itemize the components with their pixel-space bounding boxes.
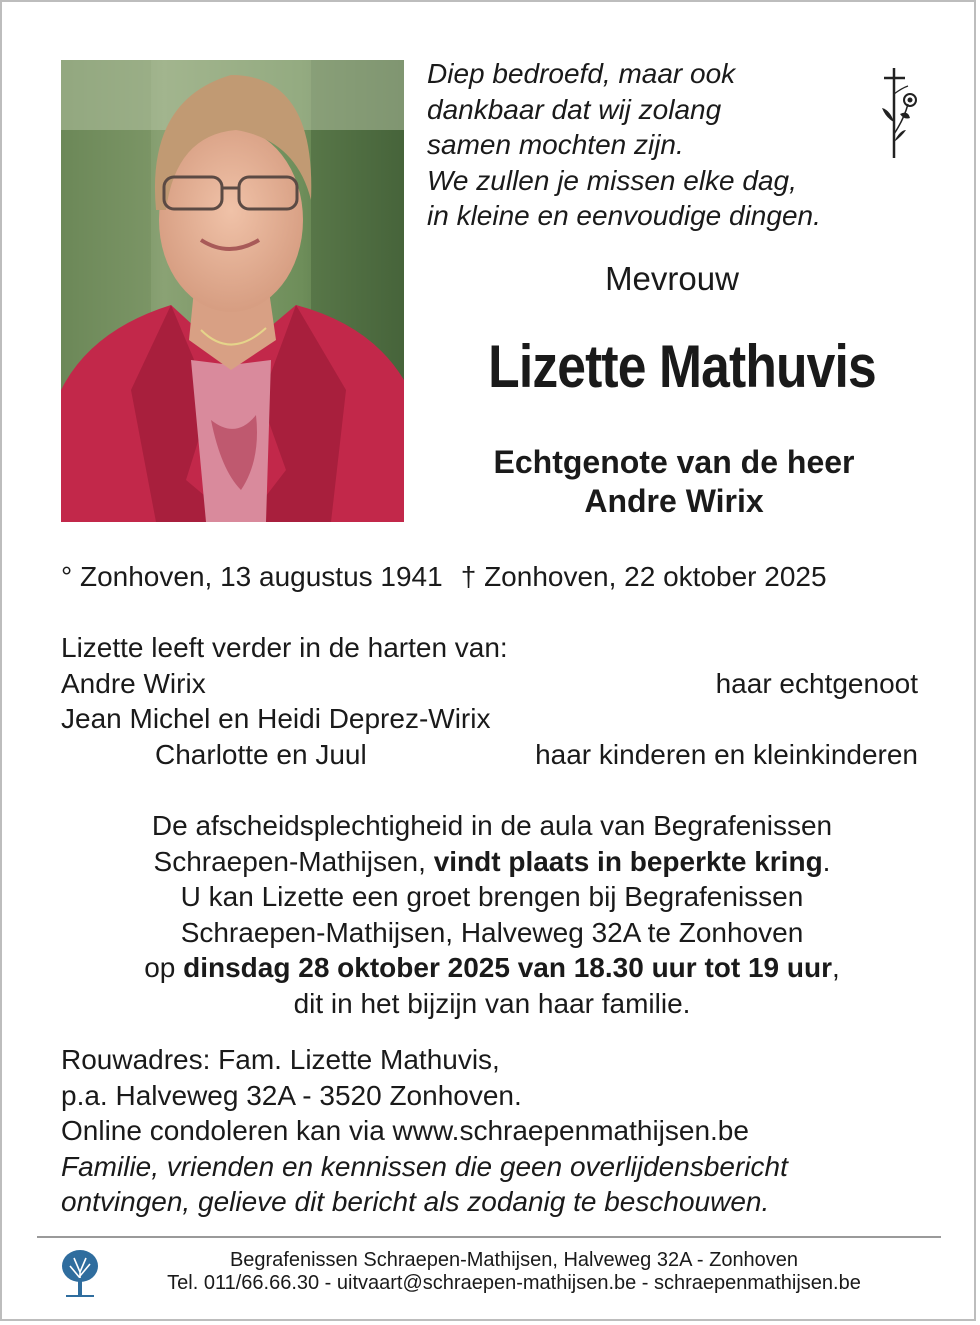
death-date: † Zonhoven, 22 oktober 2025 <box>460 561 827 592</box>
mourning-address <box>61 1042 788 1220</box>
spouse-info <box>432 443 916 521</box>
notice-line: De afscheidsplechtigheid in de aula van Begrafenissen <box>151 810 833 841</box>
survivors-intro: Lizette leeft verder in de harten van: <box>61 632 508 663</box>
notice-line: Schraepen-Mathijsen, Halveweg 32A te Zonhoven <box>180 916 804 948</box>
ceremony-notice <box>61 808 923 1021</box>
footer-line: Begrafenissen Schraepen-Mathijsen, Halveweg 32A - Zonhoven <box>229 1249 799 1271</box>
notice-text: op <box>144 952 184 983</box>
portrait-photo <box>61 60 404 522</box>
survivor-name: Andre Wirix <box>61 667 206 699</box>
address-line: Rouwadres: Fam. Lizette Mathuvis, <box>61 1044 500 1075</box>
list-item <box>61 701 921 737</box>
list-item <box>61 737 921 773</box>
notice-text: . <box>822 845 831 877</box>
survivor-relation: haar echtgenoot <box>715 667 918 699</box>
deceased-name: Lizette Mathuvis <box>488 333 876 400</box>
tree-logo-icon <box>60 1248 100 1298</box>
address-note: Familie, vrienden en kennissen die geen overlijdensbericht <box>61 1150 788 1182</box>
address-note: ontvingen, gelieve dit bericht als zodanig te beschouwen. <box>61 1186 770 1217</box>
notice-line <box>61 950 923 986</box>
life-dates <box>61 561 827 593</box>
survivor-name: Jean Michel en Heidi Deprez-Wirix <box>61 703 491 734</box>
survivor-relation: haar kinderen en kleinkinderen <box>535 738 918 770</box>
poem-line: We zullen je missen elke dag, <box>427 164 797 196</box>
notice-emphasis: dinsdag 28 oktober 2025 van 18.30 uur tot 19 uur <box>183 952 833 983</box>
survivor-name: Charlotte en Juul <box>155 738 367 770</box>
notice-emphasis: vindt plaats in beperkte kring <box>433 845 823 877</box>
poem-line: dankbaar dat wij zolang <box>427 93 722 125</box>
condolence-link[interactable]: Online condoleren kan via www.schraepenmathijsen.be <box>61 1115 749 1146</box>
poem-line: in kleine en eenvoudige dingen. <box>427 200 821 231</box>
notice-text: , <box>832 952 840 983</box>
survivors <box>61 630 921 772</box>
poem <box>427 56 821 234</box>
poem-line: samen mochten zijn. <box>427 129 684 160</box>
footer-contact[interactable]: Tel. 011/66.66.30 - uitvaart@schraepen-mathijsen.be - schraepenmathijsen.be <box>167 1272 861 1294</box>
cross-rose-icon <box>874 64 924 160</box>
honorific: Mevrouw <box>605 260 739 297</box>
footer-divider <box>37 1236 941 1238</box>
address-line: p.a. Halveweg 32A - 3520 Zonhoven. <box>61 1079 522 1111</box>
spouse-line: Andre Wirix <box>584 483 764 519</box>
spouse-line: Echtgenote van de heer <box>493 444 855 480</box>
list-item <box>61 666 921 702</box>
notice-text: Schraepen-Mathijsen, <box>153 845 434 877</box>
birth-date: ° Zonhoven, 13 augustus 1941 <box>61 561 443 592</box>
poem-line: Diep bedroefd, maar ook <box>427 58 736 89</box>
notice-line: U kan Lizette een groet brengen bij Begrafenissen <box>180 881 804 912</box>
notice-line <box>61 844 923 880</box>
notice-line: dit in het bijzijn van haar familie. <box>293 987 691 1019</box>
funeral-home-footer <box>110 1249 918 1295</box>
